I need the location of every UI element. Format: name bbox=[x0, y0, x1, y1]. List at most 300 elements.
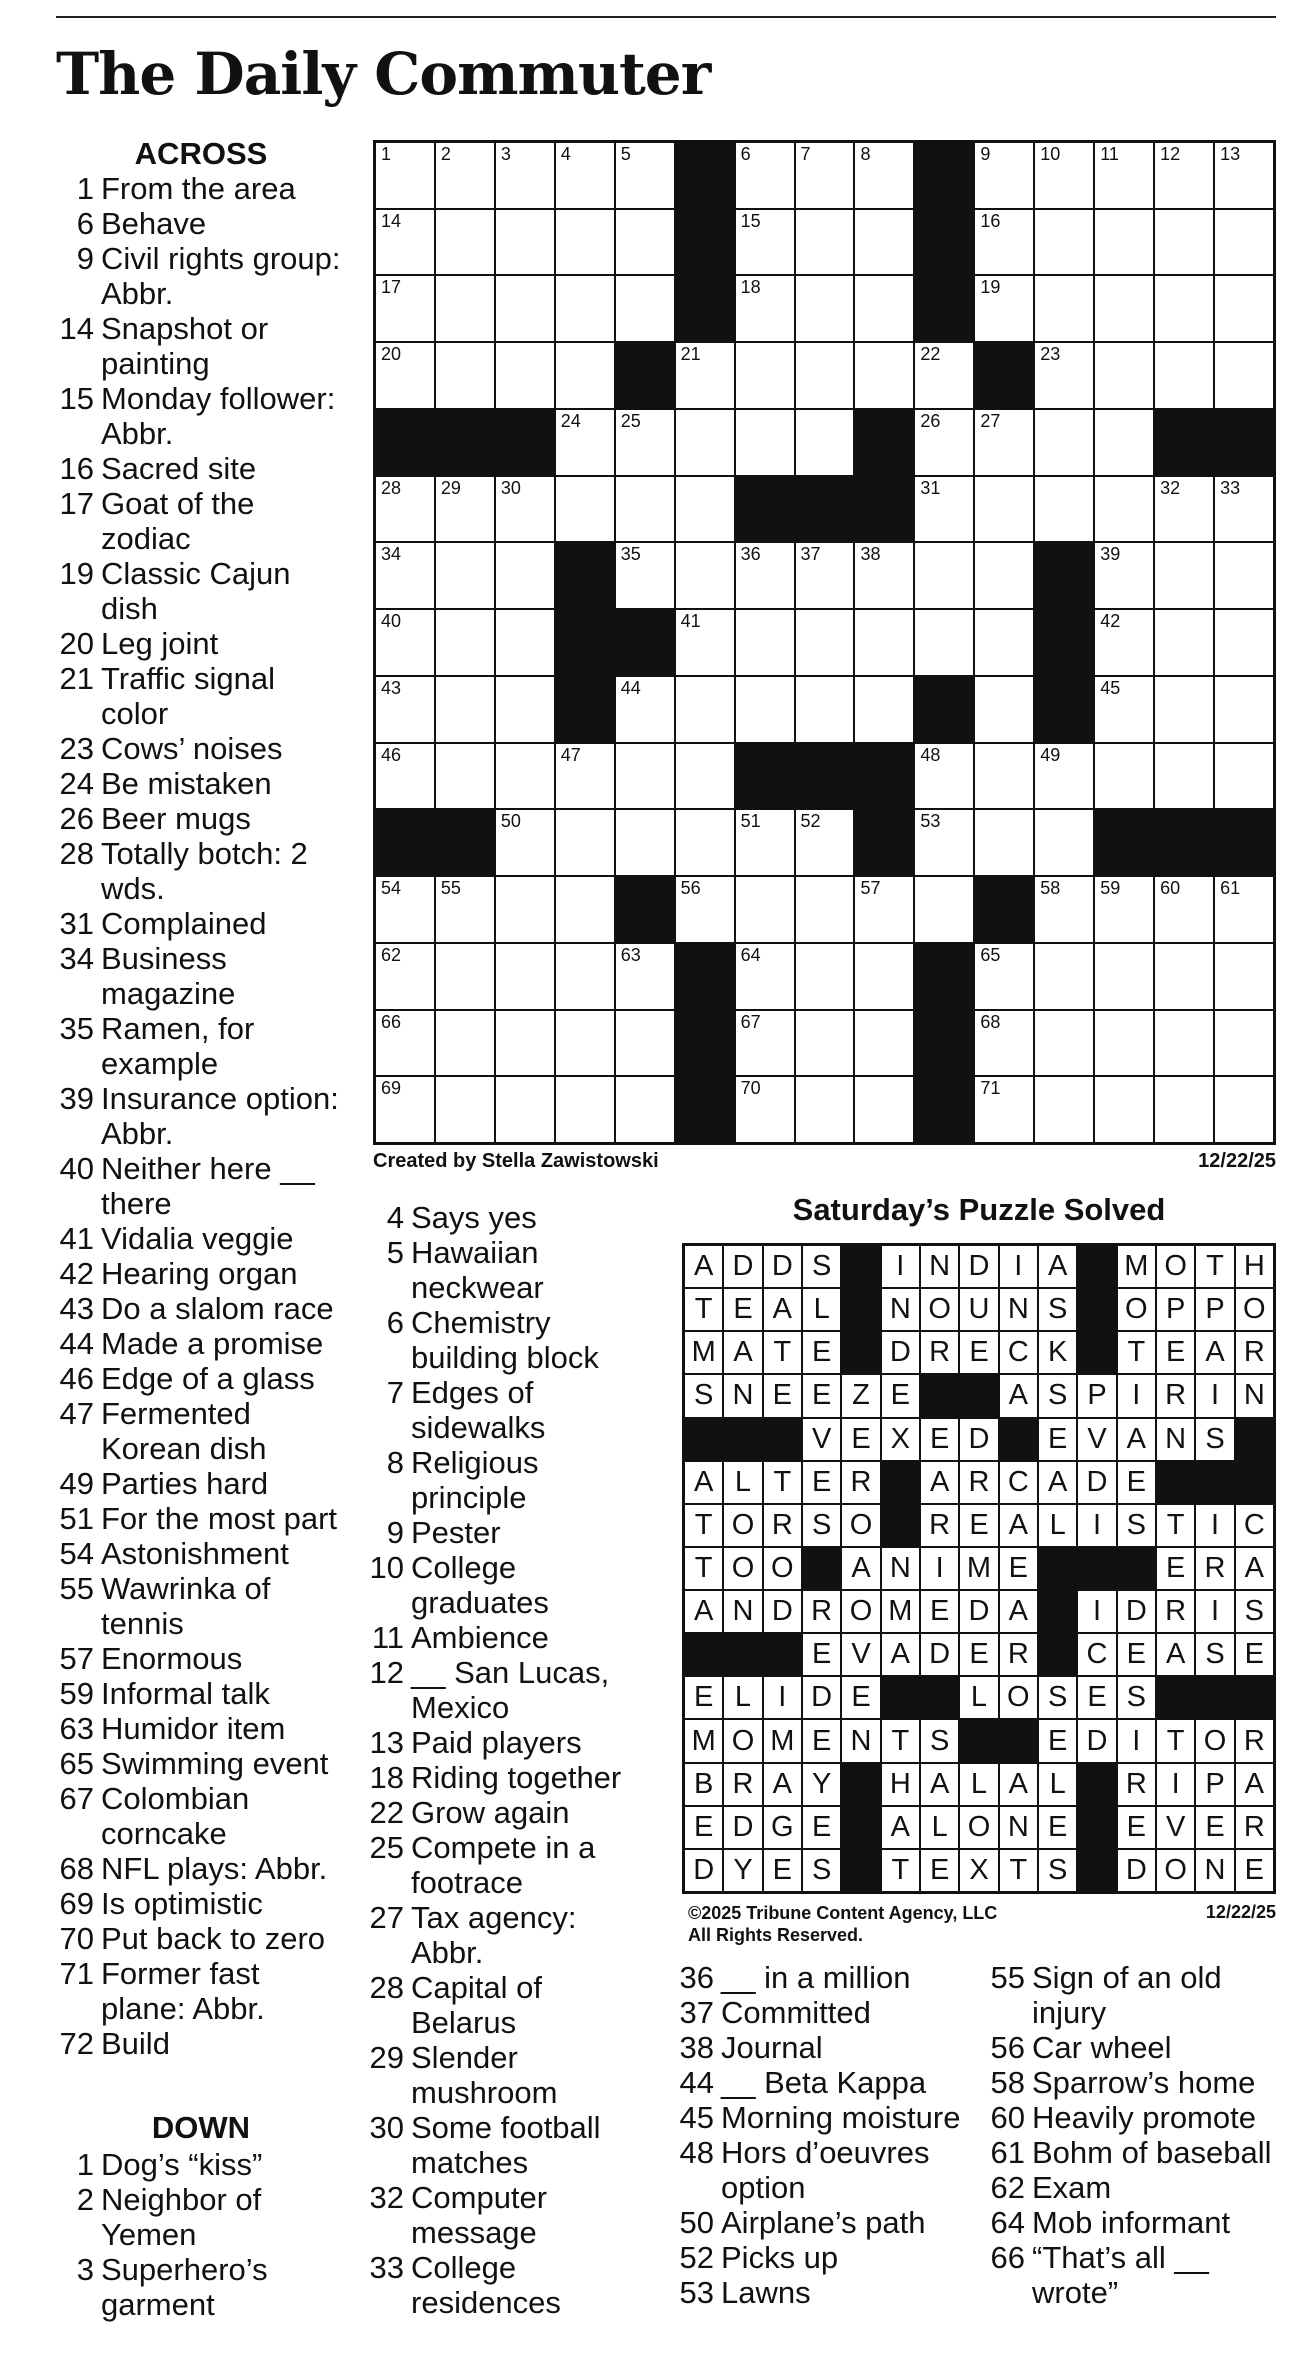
grid-square[interactable] bbox=[975, 944, 1033, 1009]
grid-square[interactable] bbox=[882, 1634, 919, 1675]
grid-square[interactable] bbox=[915, 343, 973, 408]
grid-square[interactable] bbox=[796, 610, 854, 675]
grid-square[interactable] bbox=[685, 1764, 722, 1805]
grid-square[interactable] bbox=[975, 677, 1033, 742]
grid-square[interactable] bbox=[1215, 210, 1273, 275]
grid-square[interactable] bbox=[436, 343, 494, 408]
grid-square[interactable] bbox=[1000, 1246, 1037, 1287]
grid-square[interactable] bbox=[764, 1548, 801, 1589]
grid-square[interactable] bbox=[921, 1505, 958, 1546]
grid-square[interactable] bbox=[1035, 944, 1093, 1009]
grid-square[interactable] bbox=[1236, 1850, 1273, 1891]
grid-square[interactable] bbox=[685, 1850, 722, 1891]
grid-square[interactable] bbox=[1035, 143, 1093, 208]
grid-square[interactable] bbox=[842, 1677, 879, 1718]
grid-square[interactable] bbox=[855, 677, 913, 742]
grid-square[interactable] bbox=[1196, 1720, 1233, 1761]
grid-square[interactable] bbox=[1196, 1764, 1233, 1805]
grid-square[interactable] bbox=[616, 410, 674, 475]
grid-square[interactable] bbox=[1118, 1246, 1155, 1287]
grid-square[interactable] bbox=[796, 1077, 854, 1142]
grid-square[interactable] bbox=[1236, 1720, 1273, 1761]
grid-square[interactable] bbox=[764, 1332, 801, 1373]
grid-square[interactable] bbox=[436, 944, 494, 1009]
grid-square[interactable] bbox=[1000, 1850, 1037, 1891]
grid-square[interactable] bbox=[855, 210, 913, 275]
grid-square[interactable] bbox=[921, 1246, 958, 1287]
grid-square[interactable] bbox=[1095, 276, 1153, 341]
grid-square[interactable] bbox=[1157, 1764, 1194, 1805]
grid-square[interactable] bbox=[1095, 210, 1153, 275]
grid-square[interactable] bbox=[855, 276, 913, 341]
grid-square[interactable] bbox=[975, 477, 1033, 542]
grid-square[interactable] bbox=[803, 1634, 840, 1675]
grid-square[interactable] bbox=[1000, 1462, 1037, 1503]
grid-square[interactable] bbox=[842, 1462, 879, 1503]
grid-square[interactable] bbox=[975, 410, 1033, 475]
grid-square[interactable] bbox=[803, 1375, 840, 1416]
grid-square[interactable] bbox=[1118, 1419, 1155, 1460]
grid-square[interactable] bbox=[1155, 343, 1213, 408]
grid-square[interactable] bbox=[1039, 1764, 1076, 1805]
grid-square[interactable] bbox=[1196, 1246, 1233, 1287]
grid-square[interactable] bbox=[882, 1419, 919, 1460]
grid-square[interactable] bbox=[556, 1077, 614, 1142]
grid-square[interactable] bbox=[1236, 1332, 1273, 1373]
grid-square[interactable] bbox=[1196, 1289, 1233, 1330]
grid-square[interactable] bbox=[975, 1011, 1033, 1076]
grid-square[interactable] bbox=[436, 143, 494, 208]
grid-square[interactable] bbox=[1000, 1375, 1037, 1416]
grid-square[interactable] bbox=[882, 1720, 919, 1761]
grid-square[interactable] bbox=[556, 410, 614, 475]
grid-square[interactable] bbox=[1215, 343, 1273, 408]
grid-square[interactable] bbox=[1118, 1720, 1155, 1761]
grid-square[interactable] bbox=[685, 1462, 722, 1503]
grid-square[interactable] bbox=[921, 1548, 958, 1589]
grid-square[interactable] bbox=[1157, 1289, 1194, 1330]
grid-square[interactable] bbox=[616, 944, 674, 1009]
grid-square[interactable] bbox=[616, 744, 674, 809]
grid-square[interactable] bbox=[842, 1634, 879, 1675]
grid-square[interactable] bbox=[1039, 1332, 1076, 1373]
grid-square[interactable] bbox=[616, 276, 674, 341]
grid-square[interactable] bbox=[1035, 1011, 1093, 1076]
grid-square[interactable] bbox=[764, 1677, 801, 1718]
grid-square[interactable] bbox=[1118, 1505, 1155, 1546]
grid-square[interactable] bbox=[1078, 1505, 1115, 1546]
grid-square[interactable] bbox=[1155, 677, 1213, 742]
grid-square[interactable] bbox=[1155, 1077, 1213, 1142]
grid-square[interactable] bbox=[496, 1077, 554, 1142]
grid-square[interactable] bbox=[724, 1289, 761, 1330]
grid-square[interactable] bbox=[960, 1332, 997, 1373]
grid-square[interactable] bbox=[376, 343, 434, 408]
grid-square[interactable] bbox=[724, 1332, 761, 1373]
grid-square[interactable] bbox=[882, 1289, 919, 1330]
grid-square[interactable] bbox=[882, 1850, 919, 1891]
grid-square[interactable] bbox=[436, 210, 494, 275]
grid-square[interactable] bbox=[436, 677, 494, 742]
grid-square[interactable] bbox=[1215, 1011, 1273, 1076]
grid-square[interactable] bbox=[1118, 1591, 1155, 1632]
grid-square[interactable] bbox=[803, 1505, 840, 1546]
grid-square[interactable] bbox=[1118, 1289, 1155, 1330]
grid-square[interactable] bbox=[1118, 1462, 1155, 1503]
grid-square[interactable] bbox=[736, 143, 794, 208]
grid-square[interactable] bbox=[764, 1289, 801, 1330]
grid-square[interactable] bbox=[915, 877, 973, 942]
grid-square[interactable] bbox=[921, 1850, 958, 1891]
grid-square[interactable] bbox=[960, 1289, 997, 1330]
grid-square[interactable] bbox=[616, 810, 674, 875]
grid-square[interactable] bbox=[1215, 543, 1273, 608]
grid-square[interactable] bbox=[496, 944, 554, 1009]
grid-square[interactable] bbox=[685, 1807, 722, 1848]
grid-square[interactable] bbox=[376, 610, 434, 675]
grid-square[interactable] bbox=[915, 543, 973, 608]
grid-square[interactable] bbox=[1078, 1462, 1115, 1503]
grid-square[interactable] bbox=[436, 877, 494, 942]
grid-square[interactable] bbox=[1095, 944, 1153, 1009]
grid-square[interactable] bbox=[764, 1375, 801, 1416]
grid-square[interactable] bbox=[960, 1462, 997, 1503]
grid-square[interactable] bbox=[436, 1011, 494, 1076]
grid-square[interactable] bbox=[796, 343, 854, 408]
grid-square[interactable] bbox=[556, 210, 614, 275]
grid-square[interactable] bbox=[724, 1462, 761, 1503]
grid-square[interactable] bbox=[436, 276, 494, 341]
grid-square[interactable] bbox=[764, 1850, 801, 1891]
grid-square[interactable] bbox=[724, 1807, 761, 1848]
grid-square[interactable] bbox=[736, 944, 794, 1009]
grid-square[interactable] bbox=[556, 744, 614, 809]
grid-square[interactable] bbox=[685, 1332, 722, 1373]
grid-square[interactable] bbox=[436, 543, 494, 608]
grid-square[interactable] bbox=[1155, 610, 1213, 675]
grid-square[interactable] bbox=[1039, 1462, 1076, 1503]
grid-square[interactable] bbox=[436, 744, 494, 809]
grid-square[interactable] bbox=[855, 343, 913, 408]
grid-square[interactable] bbox=[882, 1246, 919, 1287]
grid-square[interactable] bbox=[803, 1332, 840, 1373]
grid-square[interactable] bbox=[855, 877, 913, 942]
grid-square[interactable] bbox=[496, 343, 554, 408]
grid-square[interactable] bbox=[921, 1591, 958, 1632]
grid-square[interactable] bbox=[1236, 1634, 1273, 1675]
grid-square[interactable] bbox=[796, 810, 854, 875]
grid-square[interactable] bbox=[1118, 1850, 1155, 1891]
grid-square[interactable] bbox=[436, 477, 494, 542]
grid-square[interactable] bbox=[1039, 1807, 1076, 1848]
grid-square[interactable] bbox=[1035, 276, 1093, 341]
grid-square[interactable] bbox=[496, 143, 554, 208]
grid-square[interactable] bbox=[921, 1332, 958, 1373]
grid-square[interactable] bbox=[842, 1505, 879, 1546]
grid-square[interactable] bbox=[975, 276, 1033, 341]
grid-square[interactable] bbox=[736, 1011, 794, 1076]
grid-square[interactable] bbox=[676, 343, 734, 408]
grid-square[interactable] bbox=[764, 1720, 801, 1761]
grid-square[interactable] bbox=[436, 1077, 494, 1142]
grid-square[interactable] bbox=[1095, 744, 1153, 809]
grid-square[interactable] bbox=[975, 543, 1033, 608]
grid-square[interactable] bbox=[803, 1807, 840, 1848]
grid-square[interactable] bbox=[1095, 410, 1153, 475]
grid-square[interactable] bbox=[1000, 1807, 1037, 1848]
grid-square[interactable] bbox=[1078, 1720, 1115, 1761]
grid-square[interactable] bbox=[1196, 1332, 1233, 1373]
grid-square[interactable] bbox=[556, 810, 614, 875]
grid-square[interactable] bbox=[796, 276, 854, 341]
grid-square[interactable] bbox=[882, 1764, 919, 1805]
grid-square[interactable] bbox=[842, 1591, 879, 1632]
grid-square[interactable] bbox=[376, 543, 434, 608]
grid-square[interactable] bbox=[1035, 877, 1093, 942]
grid-square[interactable] bbox=[1078, 1634, 1115, 1675]
grid-square[interactable] bbox=[1095, 1011, 1153, 1076]
grid-square[interactable] bbox=[803, 1720, 840, 1761]
grid-square[interactable] bbox=[724, 1375, 761, 1416]
grid-square[interactable] bbox=[915, 810, 973, 875]
grid-square[interactable] bbox=[1000, 1505, 1037, 1546]
grid-square[interactable] bbox=[764, 1462, 801, 1503]
grid-square[interactable] bbox=[1078, 1419, 1115, 1460]
grid-square[interactable] bbox=[1035, 1077, 1093, 1142]
grid-square[interactable] bbox=[975, 1077, 1033, 1142]
grid-square[interactable] bbox=[556, 276, 614, 341]
grid-square[interactable] bbox=[921, 1807, 958, 1848]
grid-square[interactable] bbox=[436, 610, 494, 675]
grid-square[interactable] bbox=[1215, 877, 1273, 942]
grid-square[interactable] bbox=[676, 877, 734, 942]
grid-square[interactable] bbox=[676, 410, 734, 475]
grid-square[interactable] bbox=[796, 677, 854, 742]
grid-square[interactable] bbox=[1035, 210, 1093, 275]
grid-square[interactable] bbox=[842, 1419, 879, 1460]
grid-square[interactable] bbox=[855, 543, 913, 608]
grid-square[interactable] bbox=[724, 1548, 761, 1589]
grid-square[interactable] bbox=[960, 1764, 997, 1805]
grid-square[interactable] bbox=[975, 810, 1033, 875]
grid-square[interactable] bbox=[616, 677, 674, 742]
grid-square[interactable] bbox=[1078, 1591, 1115, 1632]
grid-square[interactable] bbox=[915, 744, 973, 809]
grid-square[interactable] bbox=[736, 276, 794, 341]
grid-square[interactable] bbox=[1215, 276, 1273, 341]
grid-square[interactable] bbox=[616, 1077, 674, 1142]
grid-square[interactable] bbox=[882, 1548, 919, 1589]
grid-square[interactable] bbox=[1155, 944, 1213, 1009]
grid-square[interactable] bbox=[556, 877, 614, 942]
grid-square[interactable] bbox=[556, 477, 614, 542]
grid-square[interactable] bbox=[842, 1720, 879, 1761]
grid-square[interactable] bbox=[796, 210, 854, 275]
grid-square[interactable] bbox=[1000, 1332, 1037, 1373]
grid-square[interactable] bbox=[685, 1720, 722, 1761]
grid-square[interactable] bbox=[1236, 1548, 1273, 1589]
grid-square[interactable] bbox=[616, 143, 674, 208]
grid-square[interactable] bbox=[685, 1375, 722, 1416]
grid-square[interactable] bbox=[764, 1246, 801, 1287]
grid-square[interactable] bbox=[975, 210, 1033, 275]
grid-square[interactable] bbox=[676, 744, 734, 809]
grid-square[interactable] bbox=[975, 744, 1033, 809]
grid-square[interactable] bbox=[1155, 477, 1213, 542]
grid-square[interactable] bbox=[882, 1591, 919, 1632]
grid-square[interactable] bbox=[921, 1419, 958, 1460]
grid-square[interactable] bbox=[496, 677, 554, 742]
grid-square[interactable] bbox=[616, 210, 674, 275]
grid-square[interactable] bbox=[1155, 543, 1213, 608]
grid-square[interactable] bbox=[960, 1246, 997, 1287]
grid-square[interactable] bbox=[1035, 410, 1093, 475]
grid-square[interactable] bbox=[1095, 677, 1153, 742]
grid-square[interactable] bbox=[1039, 1419, 1076, 1460]
grid-square[interactable] bbox=[724, 1246, 761, 1287]
grid-square[interactable] bbox=[724, 1720, 761, 1761]
grid-square[interactable] bbox=[855, 1077, 913, 1142]
grid-square[interactable] bbox=[1078, 1677, 1115, 1718]
grid-square[interactable] bbox=[796, 543, 854, 608]
grid-square[interactable] bbox=[1095, 877, 1153, 942]
grid-square[interactable] bbox=[496, 810, 554, 875]
grid-square[interactable] bbox=[1157, 1246, 1194, 1287]
grid-square[interactable] bbox=[803, 1591, 840, 1632]
grid-square[interactable] bbox=[1000, 1289, 1037, 1330]
grid-square[interactable] bbox=[1118, 1332, 1155, 1373]
grid-square[interactable] bbox=[376, 276, 434, 341]
grid-square[interactable] bbox=[796, 877, 854, 942]
grid-square[interactable] bbox=[376, 877, 434, 942]
grid-square[interactable] bbox=[496, 877, 554, 942]
grid-square[interactable] bbox=[616, 1011, 674, 1076]
grid-square[interactable] bbox=[496, 1011, 554, 1076]
grid-square[interactable] bbox=[796, 143, 854, 208]
grid-square[interactable] bbox=[1215, 944, 1273, 1009]
grid-square[interactable] bbox=[882, 1807, 919, 1848]
grid-square[interactable] bbox=[1155, 143, 1213, 208]
grid-square[interactable] bbox=[1236, 1505, 1273, 1546]
grid-square[interactable] bbox=[1078, 1375, 1115, 1416]
grid-square[interactable] bbox=[736, 677, 794, 742]
grid-square[interactable] bbox=[1155, 877, 1213, 942]
grid-square[interactable] bbox=[855, 143, 913, 208]
grid-square[interactable] bbox=[1196, 1548, 1233, 1589]
grid-square[interactable] bbox=[1035, 744, 1093, 809]
grid-square[interactable] bbox=[1196, 1505, 1233, 1546]
grid-square[interactable] bbox=[376, 143, 434, 208]
grid-square[interactable] bbox=[376, 944, 434, 1009]
grid-square[interactable] bbox=[1035, 810, 1093, 875]
grid-square[interactable] bbox=[1157, 1419, 1194, 1460]
grid-square[interactable] bbox=[915, 410, 973, 475]
grid-square[interactable] bbox=[960, 1677, 997, 1718]
grid-square[interactable] bbox=[960, 1591, 997, 1632]
grid-square[interactable] bbox=[1215, 143, 1273, 208]
grid-square[interactable] bbox=[796, 410, 854, 475]
grid-square[interactable] bbox=[1196, 1375, 1233, 1416]
grid-square[interactable] bbox=[1118, 1634, 1155, 1675]
grid-square[interactable] bbox=[921, 1634, 958, 1675]
grid-square[interactable] bbox=[855, 610, 913, 675]
grid-square[interactable] bbox=[1157, 1332, 1194, 1373]
grid-square[interactable] bbox=[724, 1764, 761, 1805]
grid-square[interactable] bbox=[1196, 1850, 1233, 1891]
grid-square[interactable] bbox=[736, 543, 794, 608]
grid-square[interactable] bbox=[616, 477, 674, 542]
grid-square[interactable] bbox=[882, 1375, 919, 1416]
grid-square[interactable] bbox=[1039, 1246, 1076, 1287]
grid-square[interactable] bbox=[496, 744, 554, 809]
grid-square[interactable] bbox=[1236, 1246, 1273, 1287]
grid-square[interactable] bbox=[1095, 143, 1153, 208]
grid-square[interactable] bbox=[1155, 210, 1213, 275]
grid-square[interactable] bbox=[921, 1462, 958, 1503]
grid-square[interactable] bbox=[1215, 477, 1273, 542]
grid-square[interactable] bbox=[1095, 343, 1153, 408]
grid-square[interactable] bbox=[1215, 744, 1273, 809]
grid-square[interactable] bbox=[915, 610, 973, 675]
grid-square[interactable] bbox=[803, 1246, 840, 1287]
grid-square[interactable] bbox=[724, 1505, 761, 1546]
grid-square[interactable] bbox=[803, 1419, 840, 1460]
grid-square[interactable] bbox=[1157, 1375, 1194, 1416]
grid-square[interactable] bbox=[1095, 610, 1153, 675]
grid-square[interactable] bbox=[1118, 1807, 1155, 1848]
grid-square[interactable] bbox=[1095, 543, 1153, 608]
grid-square[interactable] bbox=[556, 1011, 614, 1076]
grid-square[interactable] bbox=[556, 343, 614, 408]
grid-square[interactable] bbox=[975, 143, 1033, 208]
grid-square[interactable] bbox=[1236, 1289, 1273, 1330]
grid-square[interactable] bbox=[855, 1011, 913, 1076]
grid-square[interactable] bbox=[1157, 1548, 1194, 1589]
grid-square[interactable] bbox=[1157, 1850, 1194, 1891]
grid-square[interactable] bbox=[855, 944, 913, 1009]
grid-square[interactable] bbox=[1157, 1505, 1194, 1546]
grid-square[interactable] bbox=[676, 810, 734, 875]
grid-square[interactable] bbox=[496, 543, 554, 608]
grid-square[interactable] bbox=[1000, 1591, 1037, 1632]
grid-square[interactable] bbox=[685, 1548, 722, 1589]
grid-square[interactable] bbox=[915, 477, 973, 542]
grid-square[interactable] bbox=[960, 1505, 997, 1546]
grid-square[interactable] bbox=[1000, 1677, 1037, 1718]
grid-square[interactable] bbox=[376, 744, 434, 809]
grid-square[interactable] bbox=[764, 1807, 801, 1848]
grid-square[interactable] bbox=[724, 1850, 761, 1891]
grid-square[interactable] bbox=[376, 210, 434, 275]
grid-square[interactable] bbox=[1035, 477, 1093, 542]
grid-square[interactable] bbox=[1196, 1419, 1233, 1460]
grid-square[interactable] bbox=[736, 210, 794, 275]
grid-square[interactable] bbox=[676, 610, 734, 675]
grid-square[interactable] bbox=[1236, 1764, 1273, 1805]
grid-square[interactable] bbox=[1215, 677, 1273, 742]
grid-square[interactable] bbox=[1118, 1677, 1155, 1718]
grid-square[interactable] bbox=[736, 410, 794, 475]
grid-square[interactable] bbox=[1095, 1077, 1153, 1142]
grid-square[interactable] bbox=[376, 677, 434, 742]
grid-square[interactable] bbox=[736, 610, 794, 675]
grid-square[interactable] bbox=[685, 1505, 722, 1546]
grid-square[interactable] bbox=[496, 477, 554, 542]
grid-square[interactable] bbox=[796, 1011, 854, 1076]
grid-square[interactable] bbox=[736, 877, 794, 942]
grid-square[interactable] bbox=[1039, 1850, 1076, 1891]
grid-square[interactable] bbox=[685, 1246, 722, 1287]
